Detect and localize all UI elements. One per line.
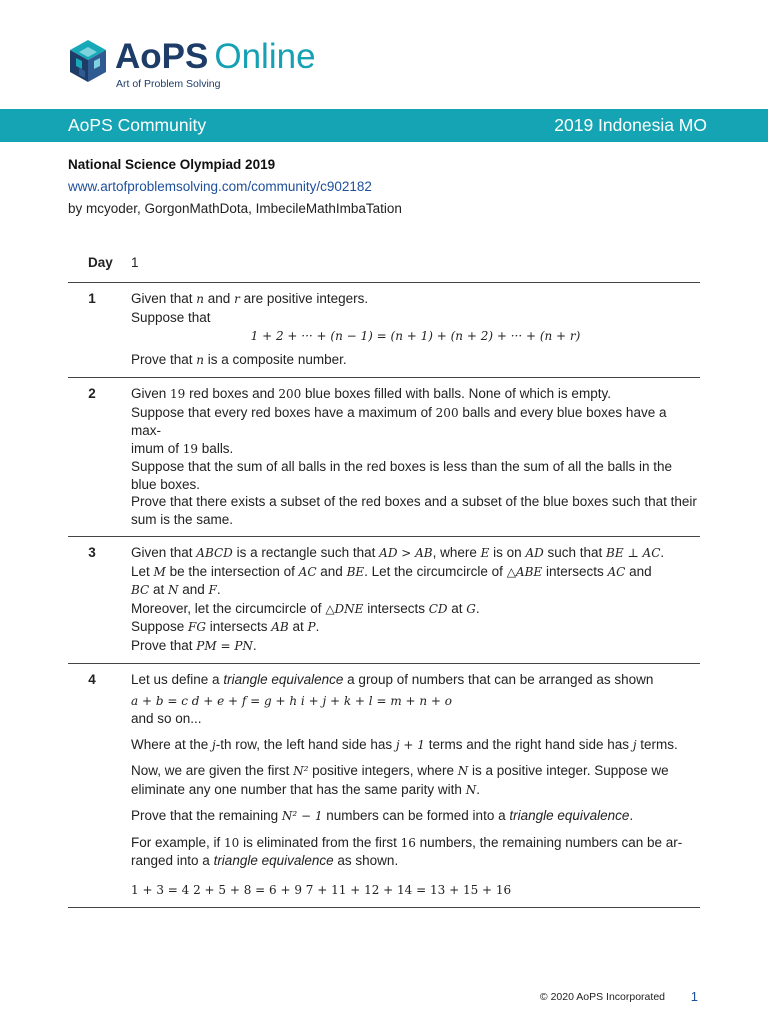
- problem-line: Prove that n is a composite number.: [131, 351, 347, 367]
- problem-3: [68, 537, 700, 664]
- document-meta: [68, 154, 402, 220]
- problem-line: Moreover, let the circumcircle of △DNE intersects CD at G.: [131, 600, 480, 616]
- problem-line: Where at the j-th row, the left hand side has j + 1 terms and the right hand side has j terms.: [131, 736, 678, 752]
- brand-name: [115, 36, 316, 78]
- brand-bold: AoPS: [115, 37, 209, 76]
- problem-line: Suppose FG intersects AB at P.: [131, 619, 320, 634]
- problem-4: [68, 664, 700, 908]
- problem-line: Now, we are given the first N² positive integers, where N is a positive integer. Suppose we: [131, 763, 669, 778]
- day-header: [68, 250, 700, 283]
- display-equation: 1 + 2 + ··· + (n − 1) = (n + 1) + (n + 2) + ··· + (n + r): [250, 329, 581, 343]
- problem-line: For example, if 10 is eliminated from the first 16 numbers, the remaining numbers can be ar-: [131, 834, 683, 850]
- problem-1: [68, 283, 700, 378]
- community-label: AoPS Community: [68, 115, 207, 135]
- day-number: 1: [131, 255, 139, 270]
- document-title: National Science Olympiad 2019: [68, 157, 276, 172]
- problem-line: Prove that there exists a subset of the red boxes and a subset of the blue boxes such that their: [131, 494, 697, 509]
- display-equation: 1 + 3 = 4 2 + 5 + 8 = 6 + 9 7 + 11 + 12 + 14 = 13 + 15 + 16: [131, 882, 512, 897]
- copyright: © 2020 AoPS Incorporated: [539, 991, 665, 1003]
- problem-number: 4: [88, 672, 96, 687]
- problem-list: [68, 250, 700, 908]
- problem-line: Prove that PM = PN.: [131, 637, 257, 653]
- problem-line: Let us define a triangle equivalence a group of numbers that can be arranged as shown: [131, 672, 654, 687]
- problem-line: Given 19 red boxes and 200 blue boxes filled with balls. None of which is empty.: [131, 386, 611, 401]
- problem-line: BC at N and F.: [131, 582, 221, 597]
- aops-cube-icon: [68, 38, 108, 84]
- problem-line: and so on...: [131, 711, 202, 726]
- display-equation: a + b = c d + e + f = g + h i + j + k + l = m + n + o: [131, 693, 453, 708]
- problem-line: Given that n and r are positive integers.: [131, 291, 369, 306]
- problem-number: 2: [88, 386, 96, 401]
- problem-line: sum is the same.: [131, 511, 234, 527]
- day-label: Day: [88, 255, 113, 270]
- brand-light: Online: [214, 37, 316, 76]
- problem-number: 3: [88, 545, 96, 560]
- problem-line: Suppose that every red boxes have a maximum of 200 balls and every blue boxes have a max-: [131, 404, 667, 438]
- page-number: 1: [690, 989, 698, 1004]
- header-bar: [0, 109, 768, 142]
- competition-label: 2019 Indonesia MO: [554, 115, 707, 135]
- problem-line: Prove that the remaining N² − 1 numbers can be formed into a triangle equivalence.: [131, 808, 634, 823]
- brand-tagline: Art of Problem Solving: [116, 78, 221, 90]
- problem-line: imum of 19 balls.: [131, 440, 234, 456]
- community-link[interactable]: www.artofproblemsolving.com/community/c902182: [68, 179, 372, 194]
- problem-2: [68, 378, 700, 537]
- problem-line: eliminate any one number that has the same parity with N.: [131, 781, 480, 797]
- problem-line: ranged into a triangle equivalence as shown.: [131, 853, 399, 868]
- problem-line: Given that ABCD is a rectangle such that AD > AB, where E is on AD such that BE ⊥ AC.: [131, 545, 665, 560]
- problem-number: 1: [88, 291, 96, 306]
- authors: by mcyoder, GorgonMathDota, ImbecileMathImbaTation: [68, 201, 402, 216]
- problem-line: blue boxes.: [131, 476, 201, 492]
- problem-line: Let M be the intersection of AC and BE. Let the circumcircle of △ABE intersects AC and: [131, 563, 652, 579]
- problem-line: Suppose that: [131, 309, 211, 325]
- problem-line: Suppose that the sum of all balls in the red boxes is less than the sum of all the balls in the: [131, 459, 673, 474]
